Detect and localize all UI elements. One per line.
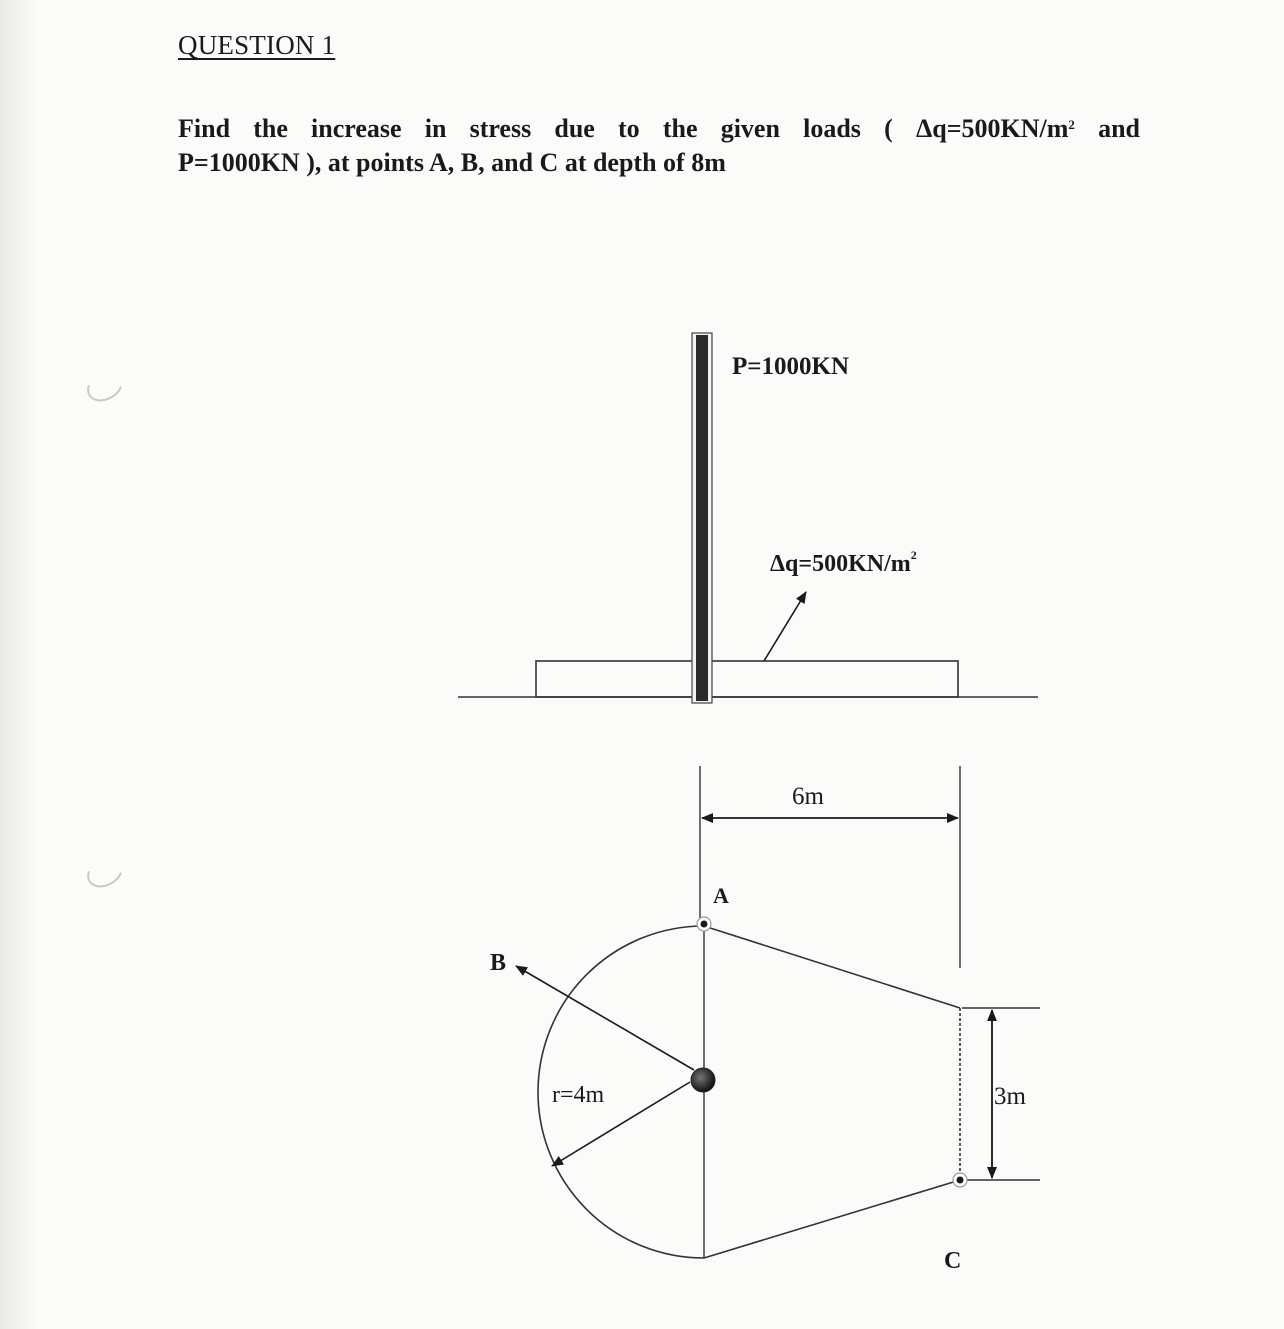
point-load-label: P=1000KN — [732, 353, 850, 380]
question-title: QUESTION 1 — [178, 30, 336, 60]
height-dimension-label: 3m — [994, 1083, 1026, 1110]
area-load-label — [770, 548, 917, 577]
question-word: the — [253, 114, 288, 143]
superscript: 2 — [910, 548, 917, 562]
question-word: increase — [311, 114, 402, 143]
question-word: in — [424, 114, 447, 143]
footing-slab — [536, 661, 958, 697]
trapezoid-top-edge — [704, 926, 960, 1008]
question-word: loads — [803, 114, 861, 143]
radius-label: r=4m — [552, 1082, 605, 1108]
point-b-label: B — [490, 950, 507, 976]
point-load-column — [696, 335, 708, 701]
point-c-dot — [957, 1177, 964, 1184]
trapezoid-bottom-edge — [704, 1180, 960, 1258]
column-center-dot — [691, 1068, 715, 1092]
area-load-leader-arrow — [764, 592, 806, 661]
area-load-text: Δq=500KN/m — [770, 551, 911, 577]
superscript: 2 — [1068, 117, 1075, 132]
point-a-label: A — [713, 883, 729, 908]
question-word: due — [554, 114, 595, 143]
point-a-dot — [701, 921, 708, 928]
point-c-label: C — [944, 1248, 962, 1274]
question-line-2: P=1000KN ), at points A, B, and C at depth of 8m — [178, 148, 726, 177]
question-word: ( — [884, 114, 893, 143]
question-word: Δq=500KN/m — [915, 114, 1069, 143]
question-word: to — [618, 114, 640, 143]
question-word: given — [720, 114, 780, 143]
question-word: stress — [469, 114, 532, 143]
question-word: the — [662, 114, 698, 143]
width-dimension-label: 6m — [792, 783, 824, 810]
question-word: and — [1098, 114, 1140, 143]
question-word: Find — [178, 114, 231, 143]
